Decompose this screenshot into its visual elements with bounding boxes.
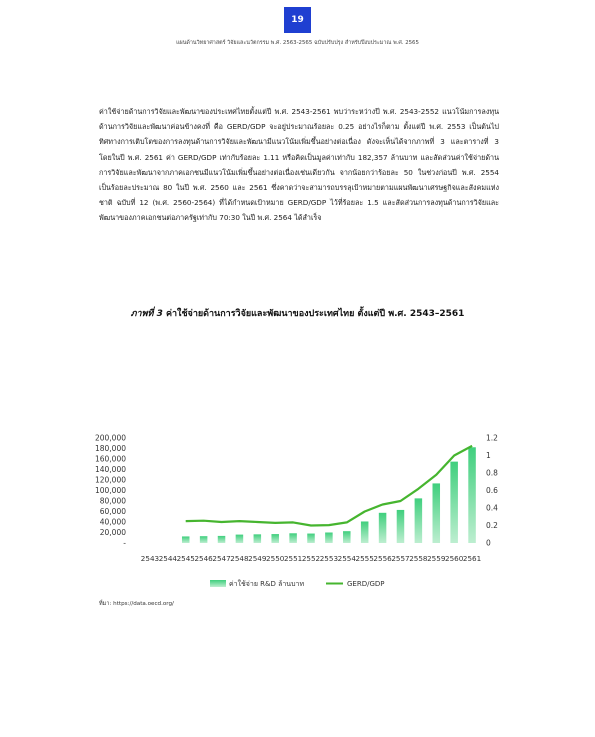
y-left-tick-label: 160,000 [94,454,126,464]
figure-label: ภาพที่ 3 [130,309,163,319]
y-right-tick-label: 0.4 [486,503,498,513]
y-left-tick-label: - [123,538,126,548]
bar-2557 [397,510,405,543]
y-left-tick-label: 20,000 [99,528,126,537]
bar-2558 [415,498,423,543]
x-tick-label: 2551 [283,554,303,563]
x-tick-label: 2560 [445,554,464,563]
x-tick-label: 2543 [140,554,160,563]
y-left-tick-label: 100,000 [94,486,126,495]
x-tick-label: 2545 [176,554,195,563]
bar-2555 [361,521,369,543]
x-tick-label: 2552 [301,554,321,563]
x-tick-label: 2554 [337,554,356,563]
x-tick-label: 2553 [319,554,339,563]
bar-2560 [450,462,458,543]
x-tick-label: 2561 [462,554,482,563]
bar-2549 [254,534,262,543]
y-right-tick-label: 0.8 [486,468,498,478]
y-right-tick-label: 0.6 [486,486,498,495]
running-header: แผนด้านวิทยาศาสตร์ วิจัยและนวัตกรรม พ.ศ. 2563-2565 ฉบับปรับปรุง สำหรับปีงบประมาณ พ.ศ. 2565 [176,40,419,46]
y-left-tick-label: 180,000 [94,444,126,453]
bar-2561 [468,447,476,543]
bar-2550 [271,534,279,543]
y-left-tick-label: 60,000 [99,507,126,516]
y-left-tick-label: 120,000 [94,475,126,485]
bar-2552 [307,534,315,543]
legend-bar-swatch [210,580,226,587]
y-left-tick-label: 200,000 [94,433,126,443]
bar-2546 [200,536,208,543]
bar-2559 [433,483,441,543]
gerd-gdp-line [186,446,472,526]
y-right-tick-label: 1.2 [486,433,498,443]
y-left-tick-label: 80,000 [99,496,126,506]
x-tick-label: 2559 [427,554,446,563]
x-tick-label: 2550 [266,554,285,563]
x-tick-label: 2557 [391,554,410,563]
x-tick-label: 2548 [230,554,249,563]
x-tick-label: 2555 [355,554,374,563]
y-left-tick-label: 40,000 [99,517,126,527]
x-tick-label: 2558 [409,554,428,563]
y-right-tick-label: 1 [486,451,491,460]
legend-bar-label: ค่าใช้จ่าย R&D ล้านบาท [229,580,305,588]
legend-line-label: GERD/GDP [347,580,385,588]
y-right-tick-label: 0 [486,538,491,548]
bar-2556 [379,513,387,543]
bar-2551 [289,533,297,543]
bar-2548 [236,535,244,543]
bar-2547 [218,536,226,543]
y-right-tick-label: 0.2 [486,521,498,530]
bar-2554 [343,531,351,543]
x-tick-label: 2546 [194,554,213,563]
x-tick-label: 2549 [248,554,267,563]
x-tick-label: 2544 [158,554,177,563]
body-paragraph: ค่าใช้จ่ายด้านการวิจัยและพัฒนาของประเทศไทยตั้งแต่ปี พ.ศ. 2543-2561 พบว่าระหว่างปี พ.ศ. 2543-2552 แนวโน้มการลงทุนด้านการวิจัยและพัฒนาค่อนข้างคงที่ คือ GERD/GDP จะอยู่ประมาณร้อยละ 0.25 อย่างไรก็ตาม ตั้งแต่ปี พ.ศ. 2553 เป็นต้นไป ทิศทางการเติบโตของการลงทุนด้านการวิจัยและพัฒนามีแนวโน้มเพิ่มขึ้นอย่างต่อเนื่อง ดังจะเห็นได้จากภาพที่ 3 และตารางที่ 3 โดยในปี พ.ศ. 2561 ค่า GERD/GDP เท่ากับร้อยละ 1.11 หรือคิดเป็นมูลค่าเท่ากับ 182,357 ล้านบาท และสัดส่วนค่าใช้จ่ายด้านการวิจัยและพัฒนาจากภาคเอกชนมีแนวโน้มเพิ่มขึ้นอย่างต่อเนื่องเช่นเดียวกัน จากน้อยกว่าร้อยละ 50 ในช่วงก่อนปี พ.ศ. 2554 เป็นร้อยละประมาณ 80 ในปี พ.ศ. 2560 และ 2561 ซึ่งคาดว่าจะสามารถบรรลุเป้าหมายตามแผนพัฒนาเศรษฐกิจและสังคมแห่งชาติ ฉบับที่ 12 (พ.ศ. 2560-2564) ที่ได้กำหนดเป้าหมาย GERD/GDP ไว้ที่ร้อยละ 1.5 และสัดส่วนการลงทุนด้านการวิจัยและพัฒนาของภาคเอกชนต่อภาครัฐเท่ากับ 70:30 ในปี พ.ศ. 2564 ได้สำเร็จ [99,107,499,223]
figure-source: ที่มา: https://data.oecd.org/ [99,601,174,607]
x-tick-label: 2547 [212,554,231,563]
x-tick-label: 2556 [373,554,392,563]
y-left-tick-label: 140,000 [94,465,126,474]
bar-2553 [325,533,333,544]
bar-2545 [182,536,190,543]
figure-title: ค่าใช้จ่ายด้านการวิจัยและพัฒนาของประเทศไทย ตั้งแต่ปี พ.ศ. 2543–2561 [165,309,465,319]
page-number-badge: 19 [284,7,311,33]
